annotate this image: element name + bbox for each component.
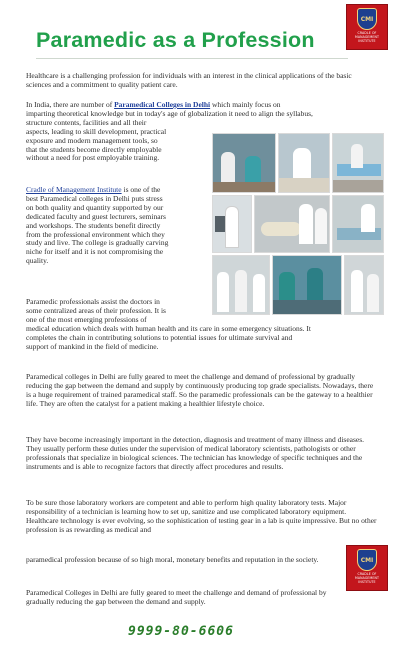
- page-title: Paramedic as a Profession: [36, 28, 315, 52]
- institute-logo[interactable]: [346, 4, 388, 50]
- cradle-institute-link[interactable]: Cradle of Management Institute: [26, 185, 122, 194]
- institute-logo-footer[interactable]: [346, 545, 388, 591]
- phone-number[interactable]: 9999-80-6606: [128, 624, 234, 639]
- photo-ward-nurse: [278, 133, 330, 193]
- institute-paragraph: Cradle of Management Institute is one of the best Paramedical colleges in Delhi puts stress on both quality and quantity supported by our dedicated faculty and guest lecturers, seminars and workshops. The students benefit directly from the professional environment which they study and live. The college is gradually carving niche for itself and it is not compromising the quality.: [26, 185, 169, 266]
- paramedic-role-paragraph: Paramedic professionals assist the doctors in some centralized areas of their profession. It is one of the most emerging professions of medical education which deals with human health and its care in some emergency situations. It completes the chain in contributing solutions to potential issues for ultimate survival and support of mankind in the field of medicine.: [26, 297, 311, 351]
- logo-brand-text: CRADLE OF MANAGEMENT INSTITUTE: [354, 572, 380, 584]
- paramedical-colleges-link[interactable]: Paramedical Colleges in Delhi: [114, 100, 211, 109]
- photo-patient-care: [332, 195, 384, 253]
- crest-icon: CMI: [357, 549, 377, 571]
- logo-brand-text: CRADLE OF MANAGEMENT INSTITUTE: [354, 31, 380, 43]
- colleges-paragraph: In India, there are number of Paramedical Colleges in Delhi which mainly focus on imparting theoretical knowledge but in today's age of globalization it need to align the syllabus, structure contents, facilities and all their aspects, leading to skill development, practical exposure and modern management tools, so that the students become directly employable without a need for post employable training.: [26, 100, 313, 163]
- photo-lab-students: [212, 133, 276, 193]
- laboratory-paragraph: To be sure those laboratory workers are competent and able to perform high quality laboratory tests. Major responsibility of a technician is learning how to set up, sanitize and use complicated laboratory equipment. Healthcare technology is ever evolving, so the sophistication of testing gear in a lab is quite impressive. But no other profession is as rewarding as medical and: [26, 498, 377, 534]
- photo-hospital-beds: [332, 133, 384, 193]
- challenge-paragraph: Paramedical colleges in Delhi are fully geared to meet the challenge and demand of professional by gradually reducing the gap between the demand and supply by continuously producing top grade specialists. Nowadays, there is a huge requirement of trained paramedical staff. So the paramedic professionals can be the gateway to a healthier life. They are often the catalyst for a patient making a healthier lifestyle choice.: [26, 372, 374, 408]
- photo-student-equipment: [212, 195, 252, 253]
- rewarding-paragraph: paramedical profession because of so high moral, monetary benefits and reputation in the society.: [26, 555, 319, 564]
- closing-paragraph: Paramedical Colleges in Delhi are fully geared to meet the challenge and demand of professional by gradually reducing the gap between the demand and supply.: [26, 588, 327, 606]
- photo-dental-clinic: [254, 195, 330, 253]
- title-divider: [36, 58, 348, 59]
- crest-icon: CMI: [357, 8, 377, 30]
- intro-paragraph: Healthcare is a challenging profession for individuals with an interest in the clinical applications of the basic sciences and a commitment to quality patient care.: [26, 71, 352, 89]
- diagnosis-paragraph: They have become increasingly important in the detection, diagnosis and treatment of many illness and diseases. They usually perform these duties under the supervision of medical laboratory scientists, pathologists or other professionals that specialize in biological sciences. The technician has knowledge of specific techniques and the instruments and is able to recognize factors that directly affect procedures and results.: [26, 435, 365, 471]
